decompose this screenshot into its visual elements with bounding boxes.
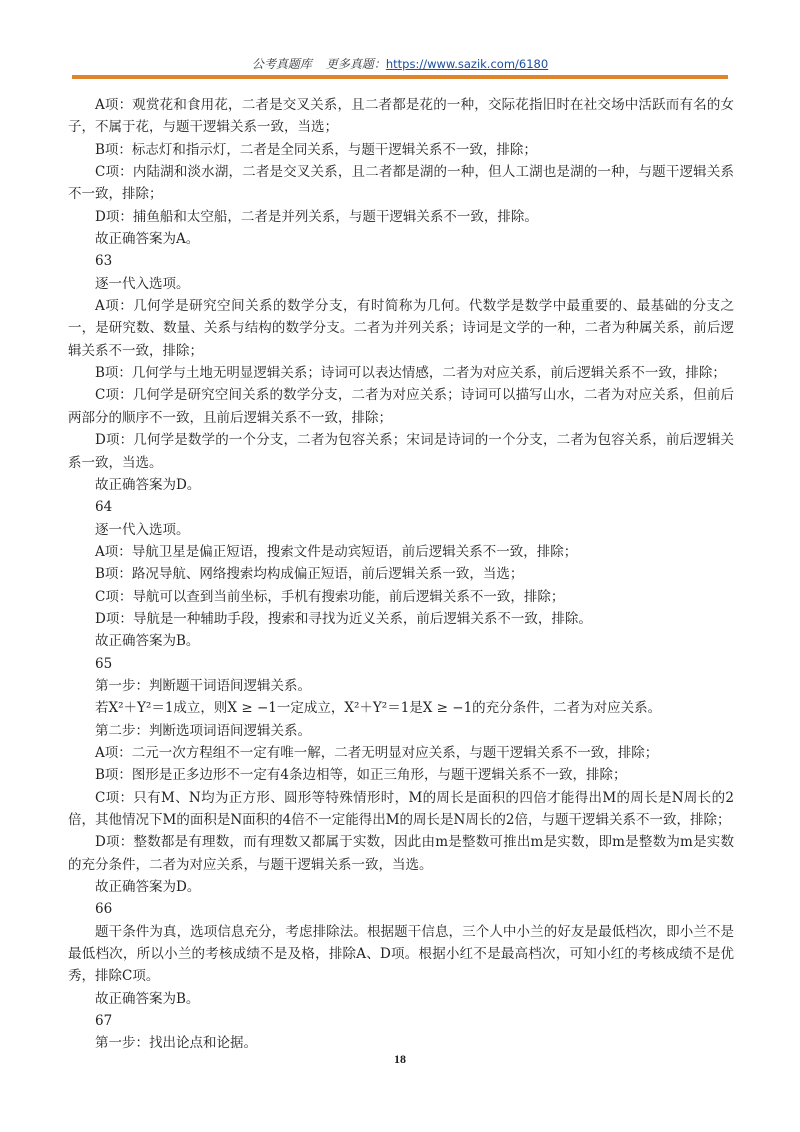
paragraph: 题干条件为真，选项信息充分，考虑排除法。根据题干信息，三个人中小兰的好友是最低档次，即小兰不是最低档次，所以小兰的考核成绩不是及格，排除A、D项。根据小红不是最高档次，可知小红的考核成绩不是优秀，排除C项。 bbox=[68, 923, 734, 985]
header-divider bbox=[72, 75, 728, 79]
paragraph: D项：捕鱼船和太空船，二者是并列关系，与题干逻辑关系不一致，排除。 bbox=[95, 208, 538, 225]
question-number: 67 bbox=[95, 1013, 113, 1030]
paragraph: B项：图形是正多边形不一定有4条边相等，如正三角形，与题干逻辑关系不一致，排除； bbox=[95, 767, 627, 784]
answer-line: 故正确答案为A。 bbox=[95, 231, 200, 248]
document-body bbox=[68, 94, 734, 1055]
math-paragraph: 若X²＋Y²＝1成立，则X ≥ −1一定成立，X²＋Y²＝1是X ≥ −1的充分条件，二者为对应关系。 bbox=[95, 700, 662, 717]
paragraph: 逐一代入选项。 bbox=[95, 275, 190, 292]
paragraph: D项：整数都是有理数，而有理数又都属于实数，因此由m是整数可推出m是实数，即m是整数为m是实数的充分条件，二者为对应关系，与题干逻辑关系一致，当选。 bbox=[68, 834, 734, 873]
paragraph: 逐一代入选项。 bbox=[95, 521, 190, 538]
paragraph: A项：二元一次方程组不一定有唯一解，二者无明显对应关系，与题干逻辑关系不一致，排除； bbox=[95, 744, 659, 761]
answer-line: 故正确答案为D。 bbox=[95, 879, 201, 896]
paragraph: A项：几何学是研究空间关系的数学分支，有时简称为几何。代数学是数学中最重要的、最基础的分支之一，是研究数、数量、关系与结构的数学分支。二者为并列关系；诗词是文学的一种，二者为种属关系，前后逻辑关系不一致，排除； bbox=[68, 298, 734, 359]
paragraph: B项：几何学与土地无明显逻辑关系；诗词可以表达情感，二者为对应关系，前后逻辑关系不一致，排除； bbox=[95, 365, 726, 382]
paragraph: C项：内陆湖和淡水湖，二者是交叉关系，且二者都是湖的一种，但人工湖也是湖的一种，与题干逻辑关系不一致，排除； bbox=[68, 164, 734, 203]
paragraph: D项：导航是一种辅助手段，搜索和寻找为近义关系，前后逻辑关系不一致，排除。 bbox=[95, 610, 592, 627]
paragraph: D项：几何学是数学的一个分支，二者为包容关系；宋词是诗词的一个分支，二者为包容关系，前后逻辑关系一致，当选。 bbox=[68, 432, 734, 471]
answer-line: 故正确答案为B。 bbox=[95, 633, 200, 650]
header-more-label: 更多真题： bbox=[325, 57, 386, 71]
paragraph: 第二步：判断选项词语间逻辑关系。 bbox=[95, 722, 311, 739]
paragraph: C项：只有M、N均为正方形、圆形等特殊情形时，M的周长是面积的四倍才能得出M的周长是N周长的2倍，其他情况下M的面积是N面积的4倍不一定能得出M的周长是N周长的2倍，与题干逻辑关系不一致，排除； bbox=[68, 789, 734, 828]
paragraph: A项：导航卫星是偏正短语，搜索文件是动宾短语，前后逻辑关系不一致，排除； bbox=[95, 543, 578, 560]
paragraph: 第一步：找出论点和论据。 bbox=[95, 1035, 257, 1052]
paragraph: C项：几何学是研究空间关系的数学分支，二者为对应关系；诗词可以描写山水，二者为对应关系，但前后两部分的顺序不一致，且前后逻辑关系不一致，排除； bbox=[68, 387, 734, 426]
paragraph: A项：观赏花和食用花，二者是交叉关系，且二者都是花的一种，交际花指旧时在社交场中活跃而有名的女子，不属于花，与题干逻辑关系一致，当选； bbox=[68, 97, 734, 136]
question-number: 66 bbox=[95, 901, 113, 918]
header-site-name: 公考真题库 bbox=[251, 57, 312, 71]
question-number: 64 bbox=[95, 499, 113, 516]
page-number: 18 bbox=[394, 1052, 406, 1066]
page-header bbox=[0, 56, 800, 72]
answer-line: 故正确答案为D。 bbox=[95, 476, 201, 493]
paragraph: 第一步：判断题干词语间逻辑关系。 bbox=[95, 677, 311, 694]
header-url-link[interactable]: https://www.sazik.com/6180 bbox=[385, 57, 549, 71]
paragraph: B项：路况导航、网络搜索均构成偏正短语，前后逻辑关系一致，当选； bbox=[95, 566, 524, 583]
paragraph: C项：导航可以查到当前坐标，手机有搜索功能，前后逻辑关系不一致，排除； bbox=[95, 588, 565, 605]
question-number: 65 bbox=[95, 655, 113, 672]
question-number: 63 bbox=[95, 253, 113, 270]
answer-line: 故正确答案为B。 bbox=[95, 990, 200, 1007]
paragraph: B项：标志灯和指示灯，二者是全同关系，与题干逻辑关系不一致，排除； bbox=[95, 141, 537, 158]
